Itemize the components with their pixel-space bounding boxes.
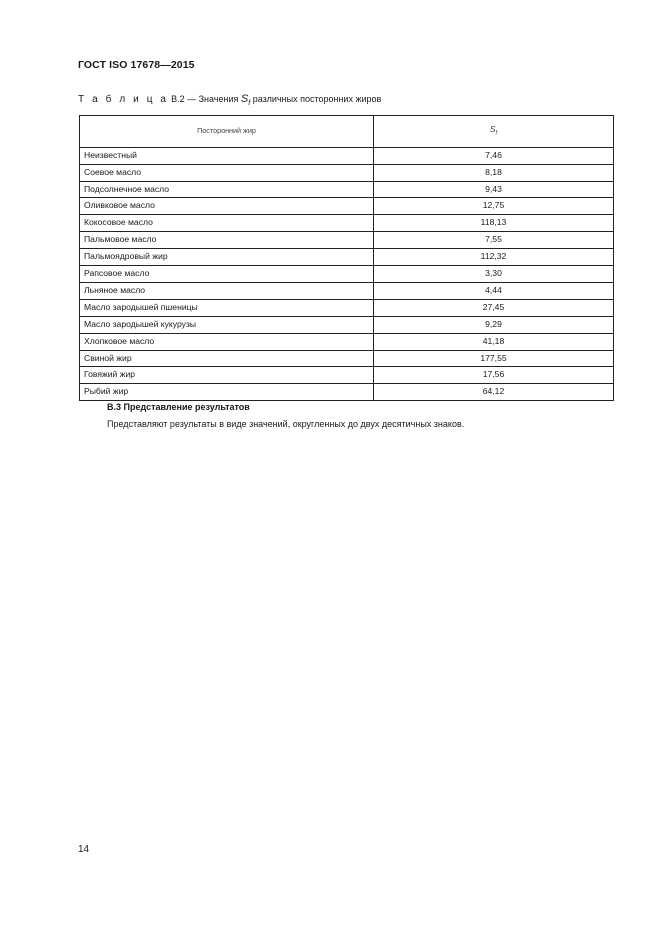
table-row [80, 181, 614, 198]
sf-value-cell: 12,75 [374, 198, 614, 215]
sf-value-cell: 7,55 [374, 232, 614, 249]
fat-name-cell: Кокосовое масло [80, 215, 374, 232]
table-row [80, 164, 614, 181]
sf-value-cell: 3,30 [374, 266, 614, 283]
sf-value-cell: 9,29 [374, 316, 614, 333]
column-header-fat: Посторонний жир [80, 116, 374, 148]
fat-name-cell: Подсолнечное масло [80, 181, 374, 198]
foreign-fats-table [79, 115, 614, 401]
sf-value-cell: 177,55 [374, 350, 614, 367]
fat-name-cell: Говяжий жир [80, 367, 374, 384]
sf-value-cell: 7,46 [374, 147, 614, 164]
fat-name-cell: Рыбий жир [80, 384, 374, 401]
table-row [80, 249, 614, 266]
table-row [80, 333, 614, 350]
sf-value-cell: 4,44 [374, 282, 614, 299]
table-caption-text-before: — Значения [187, 94, 239, 104]
fat-name-cell: Оливковое масло [80, 198, 374, 215]
fat-name-cell: Рапсовое масло [80, 266, 374, 283]
sf-value-cell: 112,32 [374, 249, 614, 266]
fat-name-cell: Хлопковое масло [80, 333, 374, 350]
table-row [80, 299, 614, 316]
fat-name-cell: Пальмоядровый жир [80, 249, 374, 266]
sf-value-cell: 64,12 [374, 384, 614, 401]
sf-value-cell: 9,43 [374, 181, 614, 198]
table-body [80, 147, 614, 401]
fat-name-cell: Соевое масло [80, 164, 374, 181]
table-caption-text-after: различных посторонних жиров [252, 94, 382, 104]
fat-name-cell: Пальмовое масло [80, 232, 374, 249]
sf-value-cell: 17,56 [374, 367, 614, 384]
table-row [80, 350, 614, 367]
table-row [80, 215, 614, 232]
table-row [80, 147, 614, 164]
table-row [80, 232, 614, 249]
sf-value-cell: 27,45 [374, 299, 614, 316]
table-header-row [80, 116, 614, 148]
page-number: 14 [78, 844, 90, 855]
sf-value-cell: 118,13 [374, 215, 614, 232]
table-row [80, 316, 614, 333]
table-caption-number: В.2 [171, 94, 185, 104]
column-header-value [374, 116, 614, 148]
table-caption-prefix: Т а б л и ц а [78, 94, 169, 105]
table-row [80, 384, 614, 401]
fat-name-cell: Свиной жир [80, 350, 374, 367]
section-title: В.3 Представление результатов [107, 402, 250, 412]
fat-name-cell: Масло зародышей кукурузы [80, 316, 374, 333]
table-caption [78, 93, 381, 107]
table-row [80, 198, 614, 215]
section-text: Представляют результаты в виде значений, округленных до двух десятичных знаков. [107, 419, 465, 429]
sf-value-cell: 8,18 [374, 164, 614, 181]
document-standard-header: ГОСТ ISO 17678—2015 [78, 59, 195, 71]
table-caption-symbol-sub: f [248, 99, 251, 107]
column-header-symbol-sub: f [495, 130, 498, 137]
table-row [80, 282, 614, 299]
fat-name-cell: Неизвестный [80, 147, 374, 164]
table-caption-symbol: S [240, 93, 249, 105]
fat-name-cell: Масло зародышей пшеницы [80, 299, 374, 316]
table-row [80, 266, 614, 283]
fat-name-cell: Льняное масло [80, 282, 374, 299]
table-row [80, 367, 614, 384]
sf-value-cell: 41,18 [374, 333, 614, 350]
column-header-symbol: S [489, 124, 496, 134]
